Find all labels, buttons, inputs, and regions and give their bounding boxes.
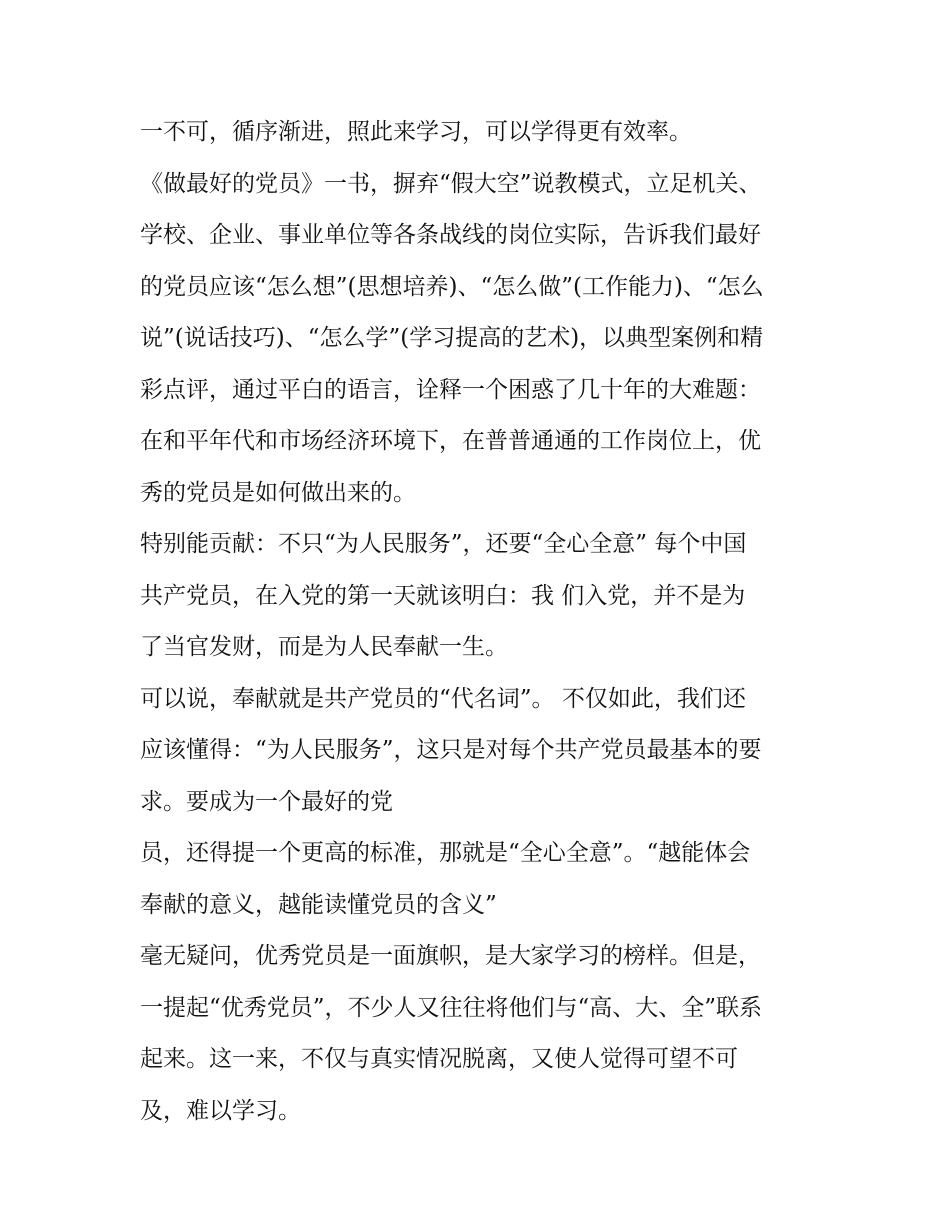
text-line: 特别能贡献：不只“为人民服务”，还要“全心全意” 每个中国 [140, 531, 747, 557]
text-line: 秀的党员是如何做出来的。 [140, 479, 416, 506]
text-line: 的党员应该“怎么想”(思想培养)、“怎么做”(工作能力)、“怎么 [140, 273, 764, 300]
text-line: 可以说，奉献就是共产党员的“代名词”。 不仅如此，我们还 [140, 685, 746, 712]
text-line: 奉献的意义，越能读懂党员的含义” [140, 891, 497, 918]
text-line: 彩点评，通过平白的语言，诠释一个困惑了几十年的大难题： [140, 376, 761, 403]
text-line: 起来。这一来，不仅与真实情况脱离，又使人觉得可望不可 [140, 1046, 738, 1072]
text-line: 了当官发财，而是为人民奉献一生。 [140, 634, 508, 660]
text-line: 及，难以学习。 [140, 1097, 301, 1124]
text-line: 一提起“优秀党员”，不少人又往往将他们与“高、大、全”联系 [140, 994, 763, 1021]
text-line: 说”(说话技巧)、“怎么学”(学习提高的艺术)，以典型案例和精 [140, 325, 764, 351]
text-line: 在和平年代和市场经济环境下，在普普通通的工作岗位上，优 [140, 428, 761, 454]
text-line: 共产党员，在入党的第一天就该明白：我 们入党，并不是为 [140, 582, 746, 609]
document-body [140, 107, 820, 1137]
text-line: 求。要成为一个最好的党 [140, 788, 393, 815]
text-line: 《做最好的党员》一书，摒弃“假大空”说教模式，立足机关、 [140, 170, 762, 197]
text-line: 员，还得提一个更高的标准，那就是“全心全意”。“越能体会 [140, 840, 751, 866]
text-line: 学校、企业、事业单位等各条战线的岗位实际，告诉我们最好 [140, 222, 761, 248]
text-line: 一不可，循序渐进，照此来学习，可以学得更有效率。 [140, 119, 692, 145]
text-line: 应该懂得：“为人民服务”，这只是对每个共产党员最基本的要 [140, 737, 762, 763]
text-line: 毫无疑问，优秀党员是一面旗帜，是大家学习的榜样。但是， [140, 943, 761, 969]
